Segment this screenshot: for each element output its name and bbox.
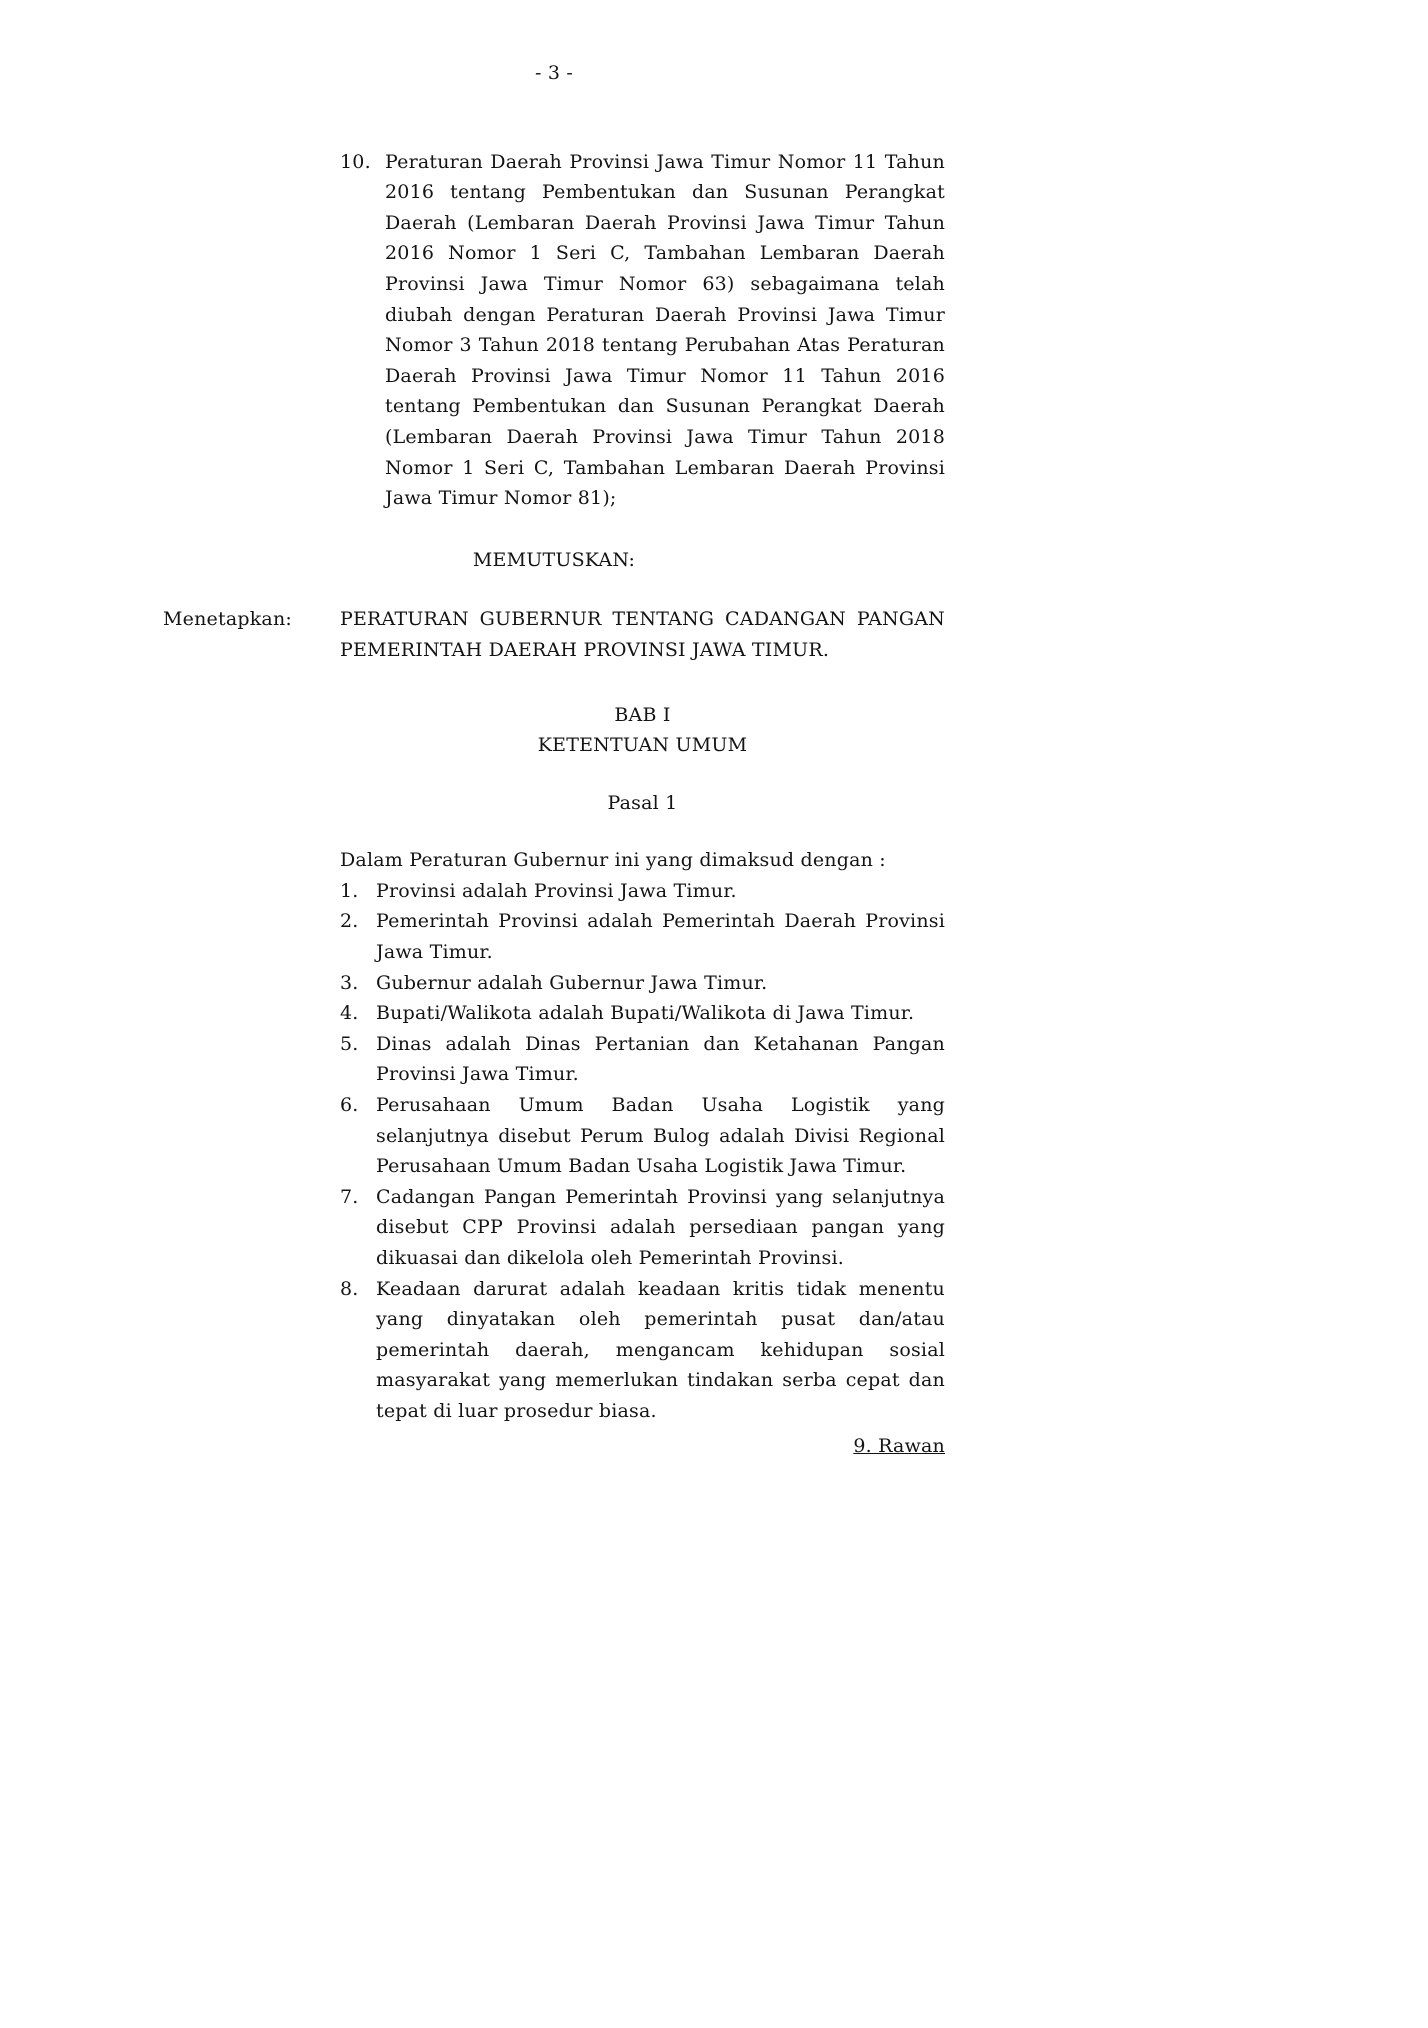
definition-item (340, 876, 945, 907)
catchword-text: 9. Rawan (853, 1434, 945, 1457)
definition-number: 6. (340, 1094, 359, 1117)
definition-item (340, 1029, 945, 1090)
definition-item (340, 906, 945, 967)
definition-number: 2. (340, 910, 359, 933)
definition-item (340, 968, 945, 999)
definition-text: Provinsi adalah Provinsi Jawa Timur. (376, 879, 737, 902)
definition-text: Keadaan darurat adalah keadaan kritis tidak menentu yang dinyatakan oleh pemerintah pusat dan/atau pemerintah daerah, mengancam kehidupan sosial masyarakat yang memerlukan tindakan serba cepat dan tepat di luar prosedur biasa. (376, 1277, 945, 1422)
catchword (340, 1431, 945, 1462)
definition-text: Cadangan Pangan Pemerintah Provinsi yang selanjutnya disebut CPP Provinsi adalah persediaan pangan yang dikuasai dan dikelola oleh Pemerintah Provinsi. (376, 1185, 945, 1269)
menetapkan-text: PERATURAN GUBERNUR TENTANG CADANGAN PANGAN PEMERINTAH DAERAH PROVINSI JAWA TIMUR. (340, 608, 945, 661)
page-content (163, 58, 945, 1461)
chapter-number: BAB I (614, 703, 671, 726)
memutuskan-heading: MEMUTUSKAN: (472, 548, 636, 571)
article-title: Pasal 1 (607, 791, 678, 814)
preamble-item-10 (340, 147, 945, 514)
definition-item (340, 1182, 945, 1274)
preamble-item-text: Peraturan Daerah Provinsi Jawa Timur Nomor 11 Tahun 2016 tentang Pembentukan dan Susunan Perangkat Daerah (Lembaran Daerah Provinsi Jawa Timur Tahun 2016 Nomor 1 Seri C, Tambahan Lembaran Daerah Provinsi Jawa Timur Nomor 63) sebagaimana telah diubah dengan Peraturan Daerah Provinsi Jawa Timur Nomor 3 Tahun 2018 tentang Perubahan Atas Peraturan Daerah Provinsi Jawa Timur Nomor 11 Tahun 2016 tentang Pembentukan dan Susunan Perangkat Daerah (Lembaran Daerah Provinsi Jawa Timur Tahun 2018 Nomor 1 Seri C, Tambahan Lembaran Daerah Provinsi Jawa Timur Nomor 81); (385, 150, 945, 510)
preamble-item-number: 10. (340, 150, 371, 173)
page-number: - 3 - (534, 62, 573, 84)
main-column (340, 700, 945, 1462)
definition-text: Perusahaan Umum Badan Usaha Logistik yang selanjutnya disebut Perum Bulog adalah Divisi Regional Perusahaan Umum Badan Usaha Logistik Jawa Timur. (376, 1094, 945, 1178)
definition-number: 8. (340, 1277, 359, 1300)
definition-text: Pemerintah Provinsi adalah Pemerintah Daerah Provinsi Jawa Timur. (376, 910, 945, 964)
definition-item (340, 998, 945, 1029)
definition-number: 1. (340, 879, 359, 902)
definition-number: 5. (340, 1032, 359, 1055)
definition-number: 4. (340, 1002, 359, 1025)
chapter-title: KETENTUAN UMUM (537, 734, 748, 757)
chapter-heading (340, 700, 945, 761)
definition-number: 7. (340, 1185, 359, 1208)
definition-number: 3. (340, 971, 359, 994)
definition-text: Gubernur adalah Gubernur Jawa Timur. (376, 971, 768, 994)
definition-item (340, 1090, 945, 1182)
article-intro: Dalam Peraturan Gubernur ini yang dimaksud dengan : (340, 849, 886, 872)
definition-text: Bupati/Walikota adalah Bupati/Walikota di Jawa Timur. (376, 1002, 915, 1025)
menetapkan-row (163, 604, 945, 665)
definition-item (340, 1274, 945, 1427)
menetapkan-label: Menetapkan: (163, 608, 292, 631)
definition-text: Dinas adalah Dinas Pertanian dan Ketahanan Pangan Provinsi Jawa Timur. (376, 1032, 945, 1086)
main-column (340, 147, 945, 514)
